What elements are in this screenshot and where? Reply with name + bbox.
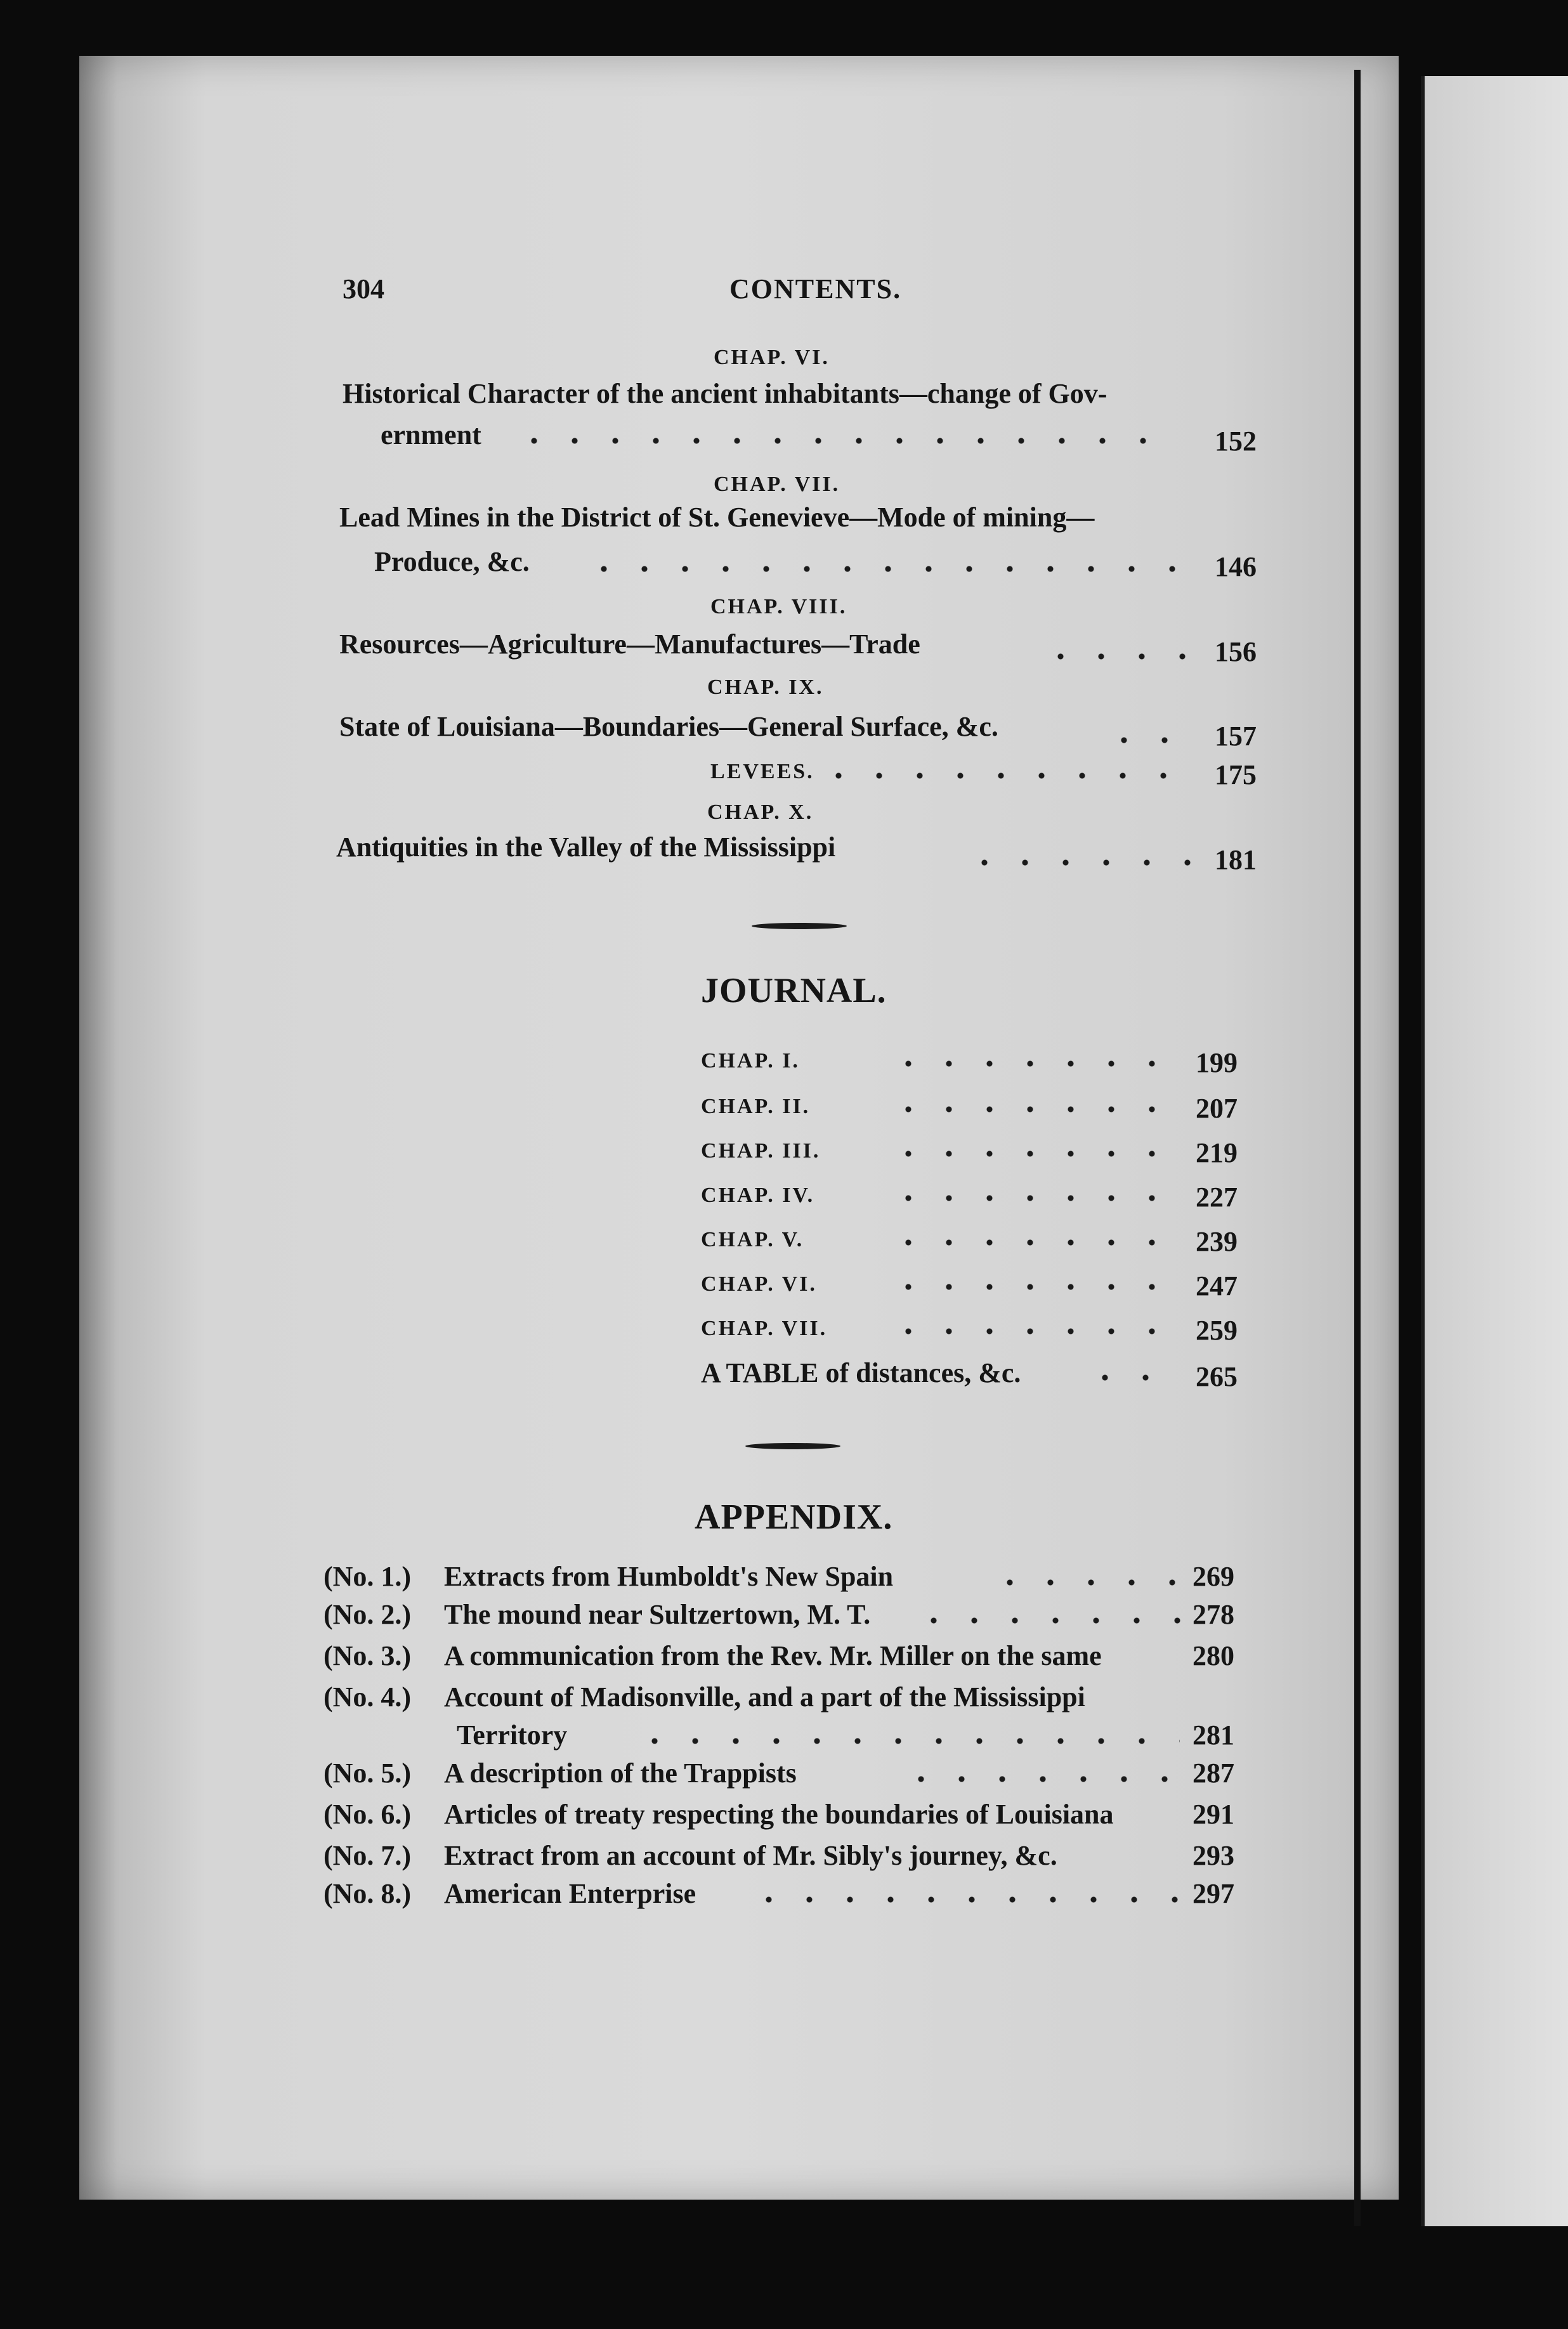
contents-entry-text: Antiquities in the Valley of the Mississippi [336,832,836,863]
page-ref: 265 [1196,1361,1238,1392]
appendix-title: The mound near Sultzertown, M. T. [444,1599,871,1630]
dot-leader [888,1239,1180,1246]
page-number: 304 [343,273,384,304]
dot-leader [901,1776,1186,1782]
appendix-number: (No. 6.) [323,1799,412,1830]
appendix-number: (No. 7.) [323,1840,412,1871]
chapter-heading: CHAP. VIII. [710,595,847,618]
facing-page-edge [1421,76,1568,2226]
page-ref: 207 [1196,1093,1238,1124]
appendix-number: (No. 3.) [323,1640,412,1671]
appendix-title: A communication from the Rev. Mr. Miller on the same [444,1640,1102,1671]
page-ref: 291 [1192,1799,1234,1830]
page-ref: 297 [1192,1878,1234,1909]
journal-chapter-label: CHAP. III. [701,1139,821,1163]
dot-leader [913,1617,1186,1624]
dot-leader [888,1195,1180,1201]
ornamental-rule [752,923,847,929]
page-ref: 247 [1196,1270,1238,1302]
page-ref: 219 [1196,1137,1238,1168]
journal-chapter-label: CHAP. I. [701,1049,800,1073]
contents-entry-text: ernment [381,419,481,450]
page-ref: 146 [1215,551,1257,582]
dot-leader [888,1151,1180,1157]
appendix-title: Account of Madisonville, and a part of the Mississippi [444,1681,1085,1712]
appendix-title: A description of the Trappists [444,1758,797,1789]
journal-chapter-label: CHAP. VII. [701,1317,828,1340]
appendix-heading: APPENDIX. [695,1497,893,1537]
page-gutter [1354,70,1361,2226]
journal-heading: JOURNAL. [701,971,887,1010]
dot-leader [888,1060,1180,1067]
page-ref: 156 [1215,636,1257,667]
page-ref: 157 [1215,721,1257,752]
contents-entry-text: Lead Mines in the District of St. Genevieve—Mode of mining— [339,502,1095,533]
page-ref: 280 [1192,1640,1234,1671]
dot-leader [1040,653,1192,660]
journal-chapter-label: CHAP. II. [701,1095,811,1118]
ornamental-rule [745,1443,840,1449]
dot-leader [584,566,1192,572]
page-ref: 259 [1196,1315,1238,1346]
journal-chapter-label: CHAP. VI. [701,1272,817,1296]
chapter-heading: CHAP. VII. [714,473,840,496]
dot-leader [964,859,1192,866]
chapter-heading: CHAP. IX. [707,675,824,699]
appendix-number: (No. 1.) [323,1561,412,1592]
running-head: CONTENTS. [729,273,902,304]
appendix-title: Articles of treaty respecting the boundaries of Louisiana [444,1799,1114,1830]
page-ref: 269 [1192,1561,1234,1592]
page-ref: 239 [1196,1226,1238,1257]
dot-leader [990,1579,1186,1586]
dot-leader [888,1328,1180,1334]
journal-chapter-label: CHAP. IV. [701,1184,815,1207]
appendix-title: Extracts from Humboldt's New Spain [444,1561,894,1592]
page-ref: 227 [1196,1182,1238,1213]
journal-chapter-label: CHAP. V. [701,1228,804,1251]
appendix-number: (No. 8.) [323,1878,412,1909]
dot-leader [888,1106,1180,1112]
levees-entry: LEVEES. [710,760,814,783]
appendix-number: (No. 4.) [323,1681,412,1712]
appendix-title-continued: Territory [457,1719,568,1751]
appendix-title: American Enterprise [444,1878,696,1909]
page-ref: 293 [1192,1840,1234,1871]
chapter-heading: CHAP. X. [707,800,814,824]
contents-entry-text: State of Louisiana—Boundaries—General Surface, &c. [339,711,998,742]
dot-leader [634,1738,1180,1744]
chapter-heading: CHAP. VI. [714,346,830,369]
page-ref: 281 [1192,1719,1234,1751]
page-ref: 287 [1192,1758,1234,1789]
dot-leader [888,1284,1180,1290]
dot-leader [514,438,1173,444]
appendix-number: (No. 5.) [323,1758,412,1789]
appendix-number: (No. 2.) [323,1599,412,1630]
journal-table-entry: A TABLE of distances, &c. [701,1357,1021,1388]
dot-leader [1085,1374,1180,1381]
appendix-title: Extract from an account of Mr. Sibly's journey, &c. [444,1840,1057,1871]
contents-entry-text: Produce, &c. [374,546,530,577]
contents-entry-text: Historical Character of the ancient inhabitants—change of Gov- [343,378,1107,409]
page-ref: 175 [1215,759,1257,790]
page-ref: 278 [1192,1599,1234,1630]
contents-entry-text: Resources—Agriculture—Manufactures—Trade [339,629,920,660]
page-ref: 181 [1215,844,1257,875]
page-ref: 199 [1196,1047,1238,1078]
dot-leader [1104,737,1192,743]
page-ref: 152 [1215,426,1257,457]
dot-leader [748,1896,1186,1903]
dot-leader [818,773,1192,779]
